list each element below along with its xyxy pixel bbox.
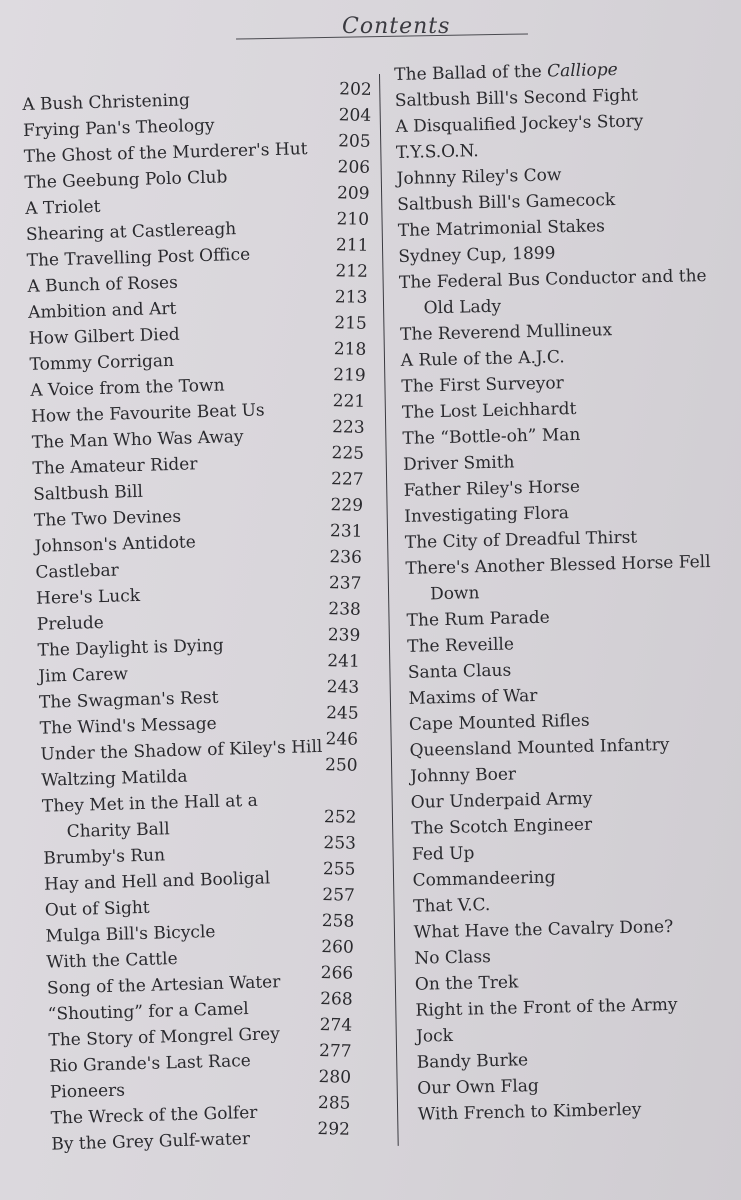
page-number: 238 <box>328 599 362 620</box>
page-number-row <box>310 908 355 935</box>
left-entry-title[interactable]: Charity Ball <box>66 819 170 843</box>
page-number: 241 <box>327 651 360 672</box>
right-entry-title[interactable]: A Disqualified Jockey's Story <box>395 111 644 137</box>
left-entry-title[interactable]: Mulga Bill's Bicycle <box>45 921 216 947</box>
right-entry-title[interactable]: The Scotch Engineer <box>411 814 593 839</box>
page-number: 268 <box>320 989 353 1010</box>
right-entry-title[interactable]: The Reverend Mullineux <box>399 320 613 345</box>
page-number: 285 <box>317 1093 351 1114</box>
page-number-row <box>320 440 365 467</box>
page-number-row <box>312 804 357 831</box>
page-number-row <box>307 1064 352 1091</box>
left-entry-title[interactable]: By the Grey Gulf-water <box>51 1129 251 1155</box>
right-entry-title[interactable]: Johnny Riley's Cow <box>396 165 562 189</box>
page-number: 237 <box>328 573 362 594</box>
page-number-row <box>326 154 371 181</box>
right-entry-title[interactable]: Fed Up <box>411 843 475 865</box>
right-entry-title[interactable]: There's Another Blessed Horse Fell <box>405 551 711 579</box>
left-entry-title[interactable]: A Voice from the Town <box>30 375 225 401</box>
left-entry-title[interactable]: Frying Pan's Theology <box>22 115 215 141</box>
right-entry-title[interactable]: Commandeering <box>412 867 556 891</box>
right-entry-title[interactable]: Our Underpaid Army <box>410 788 593 813</box>
left-entry-title[interactable]: Prelude <box>36 612 105 635</box>
right-entry-title[interactable]: The City of Dreadful Thirst <box>404 527 638 553</box>
contents-heading: Contents <box>342 14 451 39</box>
left-entry-title[interactable]: Castlebar <box>35 560 120 583</box>
page-number: 250 <box>324 755 358 776</box>
left-entry-title[interactable]: Under the Shadow of Kiley's Hill <box>40 736 323 765</box>
right-entry-title[interactable]: No Class <box>414 947 492 969</box>
page-number-row <box>317 596 362 623</box>
page-number-row <box>323 284 368 311</box>
page-number-row <box>313 752 358 779</box>
right-entry-title[interactable]: The Rum Parade <box>406 607 550 631</box>
page-number-row <box>320 414 365 441</box>
left-entry-title[interactable]: Waltzing Matilda <box>40 766 188 791</box>
page-number: 205 <box>337 131 371 152</box>
left-entry-title[interactable]: Johnson's Antidote <box>34 532 197 557</box>
left-entry-title[interactable]: Rio Grande's Last Race <box>48 1050 252 1077</box>
page-number-row <box>323 310 368 337</box>
page-number: 227 <box>330 469 364 490</box>
page-number: 212 <box>335 261 369 282</box>
page-number: 260 <box>321 937 354 958</box>
page-number-row <box>308 986 353 1013</box>
page-number: 266 <box>320 963 354 984</box>
left-entry-title[interactable]: How the Favourite Beat Us <box>30 400 265 427</box>
page-number: 223 <box>331 417 365 438</box>
right-entry-title[interactable]: Driver Smith <box>402 452 515 475</box>
page-number-row <box>315 674 360 701</box>
left-entry-title[interactable]: Jim Carew <box>38 664 129 687</box>
page-number-row <box>322 336 367 363</box>
left-entry-title[interactable]: The Amateur Rider <box>32 454 198 479</box>
right-entry-title[interactable]: The Federal Bus Conductor and the <box>398 265 707 293</box>
right-entry-title[interactable]: The Matrimonial Stakes <box>397 216 606 241</box>
left-entry-title[interactable]: The Wreck of the Golfer <box>50 1102 258 1129</box>
page-number: 211 <box>335 235 369 256</box>
page-number: 239 <box>327 625 361 646</box>
page-number: 210 <box>336 209 370 230</box>
page-number: 258 <box>321 911 355 932</box>
page-number: 229 <box>330 495 364 516</box>
page-number-row <box>311 882 356 909</box>
page-number-row <box>326 128 371 155</box>
left-entry-title[interactable]: Hay and Hell and Booligal <box>43 868 271 895</box>
left-entry-title[interactable]: The Two Devines <box>33 506 182 531</box>
page-number: 219 <box>333 365 366 386</box>
right-title-column <box>394 49 741 1127</box>
right-entry-title[interactable]: The First Surveyor <box>401 373 564 397</box>
left-entry-title[interactable]: Pioneers <box>49 1080 126 1103</box>
left-entry-title[interactable]: A Bush Christening <box>22 90 191 115</box>
page-number: 277 <box>318 1041 352 1062</box>
page-number-row <box>327 76 372 103</box>
page-number-row <box>321 388 366 415</box>
page-number-row <box>324 258 369 285</box>
left-entry-title[interactable]: The Geebung Polo Club <box>24 167 228 193</box>
page-number-row <box>314 700 359 727</box>
left-entry-title[interactable]: Out of Sight <box>44 897 150 921</box>
right-entry-title[interactable]: Johnny Boer <box>409 764 517 787</box>
page-number: 215 <box>334 313 368 334</box>
right-entry-title[interactable]: Jock <box>415 1025 454 1047</box>
right-entry-title[interactable]: Cape Mounted Rifles <box>408 710 590 735</box>
page-number: 209 <box>336 183 370 204</box>
right-entry-title[interactable]: Bandy Burke <box>416 1050 529 1073</box>
page-number: 252 <box>323 807 357 828</box>
page-number-row <box>309 934 354 961</box>
page-number: 221 <box>332 391 366 412</box>
right-entry-title[interactable]: Saltbush Bill's Gamecock <box>397 190 616 215</box>
right-entry-title[interactable]: What Have the Cavalry Done? <box>413 916 674 943</box>
left-entry-title[interactable]: Shearing at Castlereagh <box>25 219 237 245</box>
page-number: 292 <box>317 1119 351 1140</box>
page-number-row <box>313 778 358 805</box>
right-entry-title[interactable]: Down <box>429 583 480 605</box>
page-number-row <box>317 570 362 597</box>
page-number-row <box>308 1012 353 1039</box>
left-entry-title[interactable]: A Bunch of Roses <box>27 272 179 297</box>
page-number-row <box>325 206 370 233</box>
left-entry-title[interactable]: The Story of Mongrel Grey <box>48 1024 281 1051</box>
page-number-row <box>311 856 356 883</box>
right-entry-title[interactable]: Saltbush Bill's Second Fight <box>394 85 639 111</box>
page-number: 246 <box>325 729 359 750</box>
page-number: 280 <box>318 1067 352 1088</box>
left-entry-title[interactable]: With the Cattle <box>46 948 178 973</box>
page-number-row <box>318 544 363 571</box>
left-entry-title[interactable]: The Daylight is Dying <box>37 635 224 661</box>
page-number: 202 <box>339 79 372 100</box>
page-number: 218 <box>333 339 367 360</box>
page-number: 243 <box>326 677 360 698</box>
right-entry-title[interactable]: That V.C. <box>412 895 491 917</box>
right-entry-title[interactable]: Right in the Front of the Army <box>415 994 678 1021</box>
page-number-row <box>306 1090 351 1117</box>
right-entry-title[interactable]: Our Own Flag <box>417 1075 540 1099</box>
page-number: 225 <box>331 443 365 464</box>
right-entry-title[interactable]: Sydney Cup, 1899 <box>398 243 556 267</box>
page-number-row <box>312 830 357 857</box>
page-number-row <box>315 648 360 675</box>
left-entry-title[interactable]: The Man Who Was Away <box>31 426 244 453</box>
left-entry-title[interactable]: “Shouting” for a Camel <box>47 999 250 1025</box>
right-entry-title[interactable]: Santa Claus <box>407 660 512 683</box>
right-entry-title[interactable]: Father Riley's Horse <box>403 476 581 501</box>
left-entry-title[interactable]: Song of the Artesian Water <box>46 972 281 999</box>
page-number: 206 <box>337 157 371 178</box>
right-entry-title[interactable]: The Ballad of the Calliope <box>394 59 618 85</box>
page-number-row <box>314 726 359 753</box>
page-number-row <box>316 622 361 649</box>
page-number-row <box>319 492 364 519</box>
page-number-row <box>306 1116 351 1143</box>
right-entry-title[interactable]: T.Y.S.O.N. <box>395 141 479 163</box>
page-number-row <box>327 102 372 129</box>
page-number: 253 <box>323 833 357 854</box>
left-entry-title[interactable]: The Wind's Message <box>39 713 217 739</box>
page-number: 245 <box>325 703 359 724</box>
page-number: 257 <box>322 885 356 906</box>
page-number-row <box>307 1038 352 1065</box>
left-entry-title[interactable]: Tommy Corrigan <box>29 350 175 375</box>
page-number-row <box>319 466 364 493</box>
page-number-row <box>325 180 370 207</box>
right-entry-title[interactable]: Old Lady <box>423 296 502 319</box>
right-entry-title[interactable]: The Reveille <box>407 634 515 657</box>
left-entry-title[interactable]: The Ghost of the Murderer's Hut <box>23 139 308 167</box>
page-number-row <box>318 518 363 545</box>
left-entry-title[interactable]: The Travelling Post Office <box>26 244 251 271</box>
page-number-row <box>321 362 366 389</box>
right-entry-title[interactable]: Maxims of War <box>408 685 538 709</box>
left-entry-title[interactable]: Here's Luck <box>35 585 141 609</box>
left-entry-title[interactable]: The Swagman's Rest <box>38 687 219 713</box>
left-entry-title[interactable]: Saltbush Bill <box>32 481 144 505</box>
page-number: 204 <box>338 105 372 126</box>
right-entry-title[interactable]: With French to Kimberley <box>417 1099 642 1125</box>
page-number: 274 <box>319 1015 353 1036</box>
left-entry-title[interactable]: A Triolet <box>24 196 101 219</box>
left-entry-title[interactable]: How Gilbert Died <box>28 324 180 349</box>
page-number <box>317 778 357 779</box>
page-number-row <box>309 960 354 987</box>
page-number: 255 <box>322 859 356 880</box>
right-entry-title[interactable]: The “Bottle-oh” Man <box>402 424 581 449</box>
right-entry-title[interactable]: Queensland Mounted Infantry <box>409 734 670 761</box>
right-entry-title[interactable]: The Lost Leichhardt <box>401 398 577 423</box>
left-entry-title[interactable]: Ambition and Art <box>27 298 177 323</box>
page-number-row <box>324 232 369 259</box>
page-number: 231 <box>329 521 363 542</box>
page-number: 213 <box>334 287 368 308</box>
left-entry-title[interactable]: Brumby's Run <box>43 845 166 869</box>
right-entry-title[interactable]: A Rule of the A.J.C. <box>400 347 565 371</box>
right-entry-title[interactable]: On the Trek <box>414 972 519 995</box>
right-entry-title[interactable]: Investigating Flora <box>404 503 570 527</box>
page-number: 236 <box>329 547 363 568</box>
left-entry-title[interactable]: They Met in the Hall at a <box>41 790 259 817</box>
